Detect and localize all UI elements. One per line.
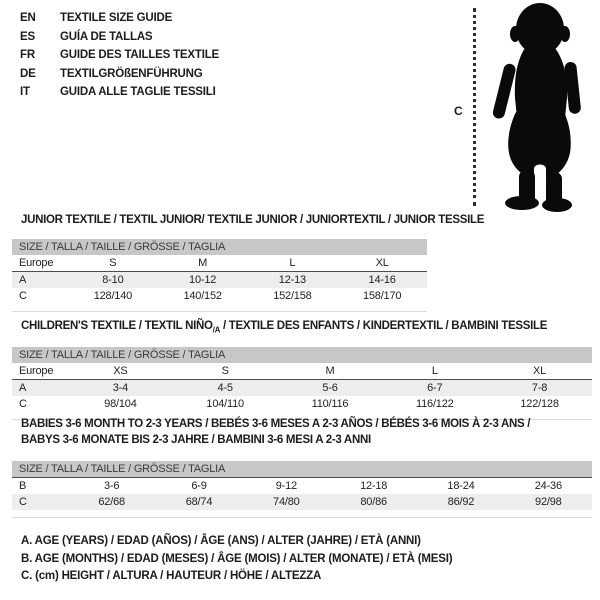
language-code: EN <box>20 12 36 25</box>
value-cell: 140/152 <box>183 290 222 302</box>
row-label: C <box>19 496 27 508</box>
language-code: DE <box>20 67 36 80</box>
size-cell: XS <box>113 365 128 377</box>
language-row <box>20 28 219 47</box>
value-cell: 152/158 <box>273 290 312 302</box>
children-title-pre: CHILDREN'S TEXTILE / TEXTIL NIÑO <box>21 320 213 332</box>
table-row-months <box>12 478 592 494</box>
value-cell: 104/110 <box>206 398 244 410</box>
row-label: A <box>19 382 27 394</box>
babies-title-line2: BABYS 3-6 MONATE BIS 2-3 JAHRE / BAMBINI 3-6 MESI A 2-3 ANNI <box>21 434 371 446</box>
value-cell: 9-12 <box>275 480 297 492</box>
language-row <box>20 65 219 84</box>
height-measure-dashed-line <box>473 8 476 206</box>
row-label: Europe <box>19 257 54 269</box>
height-measure-label: C <box>454 104 463 118</box>
table-row-age <box>12 380 592 396</box>
language-title: GUIDE DES TAILLES TEXTILE <box>60 49 219 62</box>
size-cell: L <box>289 257 296 269</box>
value-cell: 24-36 <box>534 480 562 492</box>
size-cell: XL <box>375 257 389 269</box>
value-cell: 6-9 <box>191 480 207 492</box>
legend-note-c: C. (cm) HEIGHT / ALTURA / HAUTEUR / HÖHE / ALTEZZA <box>21 570 322 582</box>
value-cell: 3-4 <box>112 382 129 394</box>
value-cell: 122/128 <box>520 398 559 410</box>
babies-section-title <box>21 418 530 446</box>
size-cell: S <box>221 365 229 377</box>
row-label: C <box>19 398 27 410</box>
value-cell: 8-10 <box>102 274 124 286</box>
language-row <box>20 9 219 28</box>
value-cell: 92/98 <box>535 496 562 508</box>
size-header-band: SIZE / TALLA / TAILLE / GRÖSSE / TAGLIA <box>12 239 427 255</box>
table-row-height <box>12 494 592 510</box>
legend-note-b: B. AGE (MONTHS) / EDAD (MESES) / ÂGE (MOIS) / ALTER (MONATE) / ETÀ (MESI) <box>21 552 453 565</box>
table-bottom-rule <box>12 311 427 312</box>
value-cell: 98/104 <box>104 398 137 410</box>
value-cell: 7-8 <box>531 382 548 394</box>
language-row <box>20 46 219 65</box>
babies-size-table <box>12 461 592 518</box>
value-cell: 6-7 <box>427 382 443 394</box>
value-cell: 62/68 <box>98 496 125 508</box>
size-cell: S <box>109 257 117 269</box>
size-header-band: SIZE / TALLA / TAILLE / GRÖSSE / TAGLIA <box>12 461 592 478</box>
value-cell: 158/170 <box>362 290 402 302</box>
value-cell: 80/86 <box>360 496 387 508</box>
value-cell: 12-18 <box>360 480 388 492</box>
row-label: A <box>19 274 27 286</box>
children-section-title <box>21 320 547 334</box>
language-title: TEXTILE SIZE GUIDE <box>60 12 173 25</box>
value-cell: 74/80 <box>273 496 300 508</box>
table-bottom-rule <box>12 517 592 518</box>
size-cell: L <box>431 365 438 377</box>
value-cell: 10-12 <box>189 274 217 286</box>
language-code: IT <box>20 86 30 99</box>
value-cell: 68/74 <box>185 496 213 508</box>
table-row-height <box>12 396 592 412</box>
size-cell: M <box>198 257 208 269</box>
row-label: Europe <box>19 365 54 377</box>
language-row <box>20 83 219 102</box>
junior-size-table <box>12 239 427 312</box>
value-cell: 18-24 <box>447 480 475 492</box>
table-row-europe <box>12 363 592 380</box>
legend-notes <box>21 533 452 586</box>
value-cell: 4-5 <box>217 382 233 394</box>
value-cell: 14-16 <box>368 274 396 286</box>
children-title-sub: /A <box>212 325 221 335</box>
value-cell: 116/122 <box>416 398 454 410</box>
size-cell: M <box>325 365 335 377</box>
baby-silhouette <box>485 2 597 214</box>
language-code: FR <box>20 49 35 62</box>
value-cell: 110/116 <box>311 398 349 410</box>
table-row-europe <box>12 255 427 272</box>
children-size-table <box>12 347 592 420</box>
table-row-age <box>12 272 427 288</box>
language-title: GUIDA ALLE TAGLIE TESSILI <box>60 86 216 99</box>
size-header-band: SIZE / TALLA / TAILLE / GRÖSSE / TAGLIA <box>12 347 592 363</box>
language-title-list <box>20 9 219 102</box>
language-title: TEXTILGRÖßENFÜHRUNG <box>60 67 203 80</box>
row-label: B <box>19 480 27 492</box>
value-cell: 12-13 <box>278 274 306 286</box>
value-cell: 5-6 <box>322 382 338 394</box>
language-code: ES <box>20 30 35 43</box>
babies-title-line1: BABIES 3-6 MONTH TO 2-3 YEARS / BEBÉS 3-6 MESES A 2-3 AÑOS / BÉBÉS 3-6 MOIS À 2-3 ANS / <box>21 418 531 430</box>
junior-section-title: JUNIOR TEXTILE / TEXTIL JUNIOR/ TEXTILE JUNIOR / JUNIORTEXTIL / JUNIOR TESSILE <box>21 214 485 226</box>
language-title: GUÍA DE TALLAS <box>60 30 153 43</box>
value-cell: 86/92 <box>447 496 475 508</box>
value-cell: 128/140 <box>93 290 133 302</box>
legend-note-a: A. AGE (YEARS) / EDAD (AÑOS) / ÂGE (ANS) / ALTER (JAHRE) / ETÀ (ANNI) <box>21 535 421 547</box>
row-label: C <box>19 290 27 302</box>
value-cell: 3-6 <box>104 480 120 492</box>
children-title-post: / TEXTILE DES ENFANTS / KINDERTEXTIL / BAMBINI TESSILE <box>220 320 548 332</box>
size-cell: XL <box>533 365 547 377</box>
table-row-height <box>12 288 427 304</box>
